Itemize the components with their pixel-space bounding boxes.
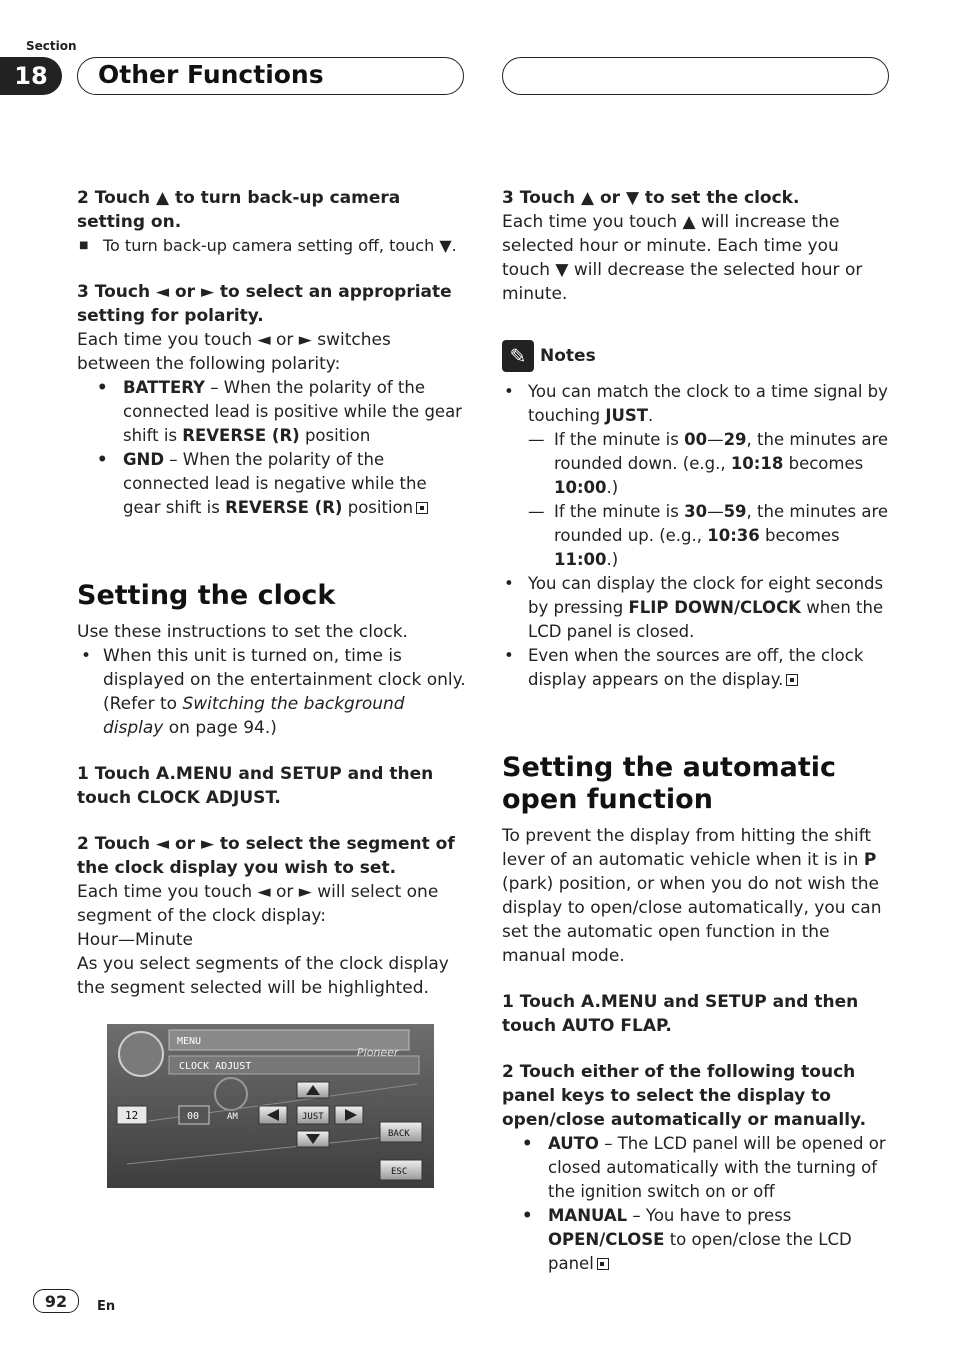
screen-back: BACK: [388, 1129, 410, 1139]
battery-desc: – When the polarity of the connected lead is positive while the gear shift is: [123, 378, 462, 445]
gnd-desc-end: position: [342, 498, 414, 517]
dash-2-text: If the minute is: [554, 502, 685, 521]
note-3-text: Even when the sources are off, the clock display appears on the display.: [528, 646, 864, 689]
note-2-text: You can display the clock for eight seconds by pressing: [528, 574, 884, 617]
clock-bullets: [77, 644, 467, 740]
header-empty-box: [502, 57, 889, 95]
rounding-list: [502, 428, 892, 572]
auto-step-2: 2 Touch either of the following touch panel keys to select the display to open/close automatically or manually.: [502, 1062, 867, 1130]
camera-off-note: ■ To turn back-up camera setting off, touch ▼.: [77, 234, 467, 258]
right-column: [502, 186, 892, 1276]
note-1-just: JUST: [605, 406, 648, 425]
list-item: [502, 572, 892, 644]
dash-2-dash: —: [707, 502, 724, 521]
auto-desc: – The LCD panel will be opened or closed automatically with the turning of the ignition switch on or off: [548, 1134, 886, 1201]
notes-header: [502, 340, 892, 372]
dash-2-mid: , the minutes are rounded up. (e.g.,: [554, 502, 889, 545]
screen-ampm: AM: [227, 1112, 238, 1122]
section-number: 18: [0, 57, 62, 95]
list-item: [77, 644, 467, 740]
page-title: Other Functions: [98, 60, 324, 89]
language-label: En: [97, 1299, 116, 1314]
polarity-body: Each time you touch ◄ or ► switches between the following polarity:: [77, 330, 391, 374]
clock-highlight-note: As you select segments of the clock display the segment selected will be highlighted.: [77, 954, 449, 998]
dash-2-becomes: becomes: [759, 526, 840, 545]
dash-1-to: 29: [723, 430, 747, 449]
stop-icon: [597, 1258, 609, 1270]
auto-intro-text: To prevent the display from hitting the shift lever of an automatic vehicle when it is in: [502, 826, 872, 870]
list-item: [502, 644, 892, 692]
gnd-desc: – When the polarity of the connected lead is negative while the gear shift is: [123, 450, 427, 517]
dash-2-ex2: 11:00: [554, 550, 607, 569]
screen-esc: ESC: [391, 1167, 408, 1177]
list-item: [502, 428, 892, 500]
dash-2-from: 30: [684, 502, 708, 521]
manual-desc-end: to open/close the LCD panel: [548, 1230, 852, 1273]
clock-intro: Use these instructions to set the clock.: [77, 622, 408, 642]
screen-brand: Pioneer: [357, 1046, 399, 1059]
clock-bullet-page: on page 94.): [163, 718, 277, 738]
left-column: [77, 186, 467, 1000]
list-item: [502, 380, 892, 428]
list-item: [502, 1132, 892, 1204]
pencil-icon: ✎: [502, 340, 534, 372]
dash-1-ex2: 10:00: [554, 478, 607, 497]
battery-term: BATTERY: [123, 378, 205, 397]
auto-intro-end: (park) position, or when you do not wish the display to open/close automatically, you can set the automatic open function in the manual mode.: [502, 874, 882, 966]
gnd-reverse: REVERSE (R): [225, 498, 343, 517]
section-label: Section: [26, 39, 77, 53]
notes-label: Notes: [540, 346, 596, 366]
list-item: [77, 448, 467, 520]
screen-minute: 00: [187, 1111, 200, 1122]
dash-1-becomes: becomes: [783, 454, 864, 473]
dash-2-end: .): [606, 550, 619, 569]
clock-step-1: 1 Touch A.MENU and SETUP and then touch CLOCK ADJUST.: [77, 764, 434, 808]
note-1-text: You can match the clock to a time signal by touching: [528, 382, 888, 425]
dash-1-mid: , the minutes are rounded down. (e.g.,: [554, 430, 889, 473]
step-polarity: 3 Touch ◄ or ► to select an appropriate setting for polarity.: [77, 282, 452, 326]
dash-2-ex1: 10:36: [707, 526, 760, 545]
list-item: [77, 376, 467, 448]
manual-key: OPEN/CLOSE: [548, 1230, 665, 1249]
dash-2-to: 59: [723, 502, 747, 521]
dash-1-end: .): [606, 478, 619, 497]
stop-icon: [786, 674, 798, 686]
manual-term: MANUAL: [548, 1206, 628, 1225]
clock-adjust-screen: [107, 1024, 434, 1188]
dash-1-from: 00: [684, 430, 708, 449]
header-title-box: [77, 57, 464, 95]
clock-step-3: 3 Touch ▲ or ▼ to set the clock.: [502, 188, 800, 208]
dash-1-dash: —: [707, 430, 724, 449]
note-2-key: FLIP DOWN/CLOCK: [628, 598, 801, 617]
note-2-end: when the LCD panel is closed.: [528, 598, 884, 641]
list-item: [502, 1204, 892, 1276]
manual-desc: – You have to press: [627, 1206, 792, 1225]
notes-list: [502, 380, 892, 428]
gnd-term: GND: [123, 450, 165, 469]
auto-open-intro: [502, 824, 892, 968]
step-camera-on: 2 Touch ▲ to turn back-up camera setting on.: [77, 188, 401, 232]
screen-menu-label: MENU: [177, 1036, 202, 1047]
clock-step-2: 2 Touch ◄ or ► to select the segment of the clock display you wish to set.: [77, 834, 455, 878]
clock-step-3-body: Each time you touch ▲ will increase the selected hour or minute. Each time you touch ▼ will decrease the selected hour or minute.: [502, 212, 863, 304]
screen-title: CLOCK ADJUST: [179, 1061, 252, 1072]
clock-bullet-ref: Switching the background display: [103, 694, 405, 738]
polarity-list: [77, 376, 467, 520]
stop-icon: [416, 502, 428, 514]
clock-bullet-text: When this unit is turned on, time is displayed on the entertainment clock only. (Refer to: [103, 646, 466, 714]
screen-just: JUST: [302, 1112, 324, 1122]
auto-step-1: 1 Touch A.MENU and SETUP and then touch AUTO FLAP.: [502, 992, 859, 1036]
clock-step-2-body: Each time you touch ◄ or ► will select one segment of the clock display:: [77, 882, 439, 926]
list-item: [502, 500, 892, 572]
battery-reverse: REVERSE (R): [182, 426, 300, 445]
note-1-end: .: [648, 406, 654, 425]
page-number: 92: [33, 1289, 79, 1313]
clock-heading: Setting the clock: [77, 580, 336, 611]
auto-intro-park: P: [863, 850, 877, 870]
clock-segments: Hour—Minute: [77, 930, 194, 950]
battery-desc-end: position: [299, 426, 371, 445]
auto-options-list: [502, 1132, 892, 1276]
dash-1-ex1: 10:18: [730, 454, 784, 473]
dash-1-text: If the minute is: [554, 430, 685, 449]
auto-open-heading: Setting the automatic open function: [502, 752, 837, 815]
notes-list-2: [502, 572, 892, 692]
screen-hour: 12: [125, 1109, 139, 1122]
auto-term: AUTO: [548, 1134, 599, 1153]
